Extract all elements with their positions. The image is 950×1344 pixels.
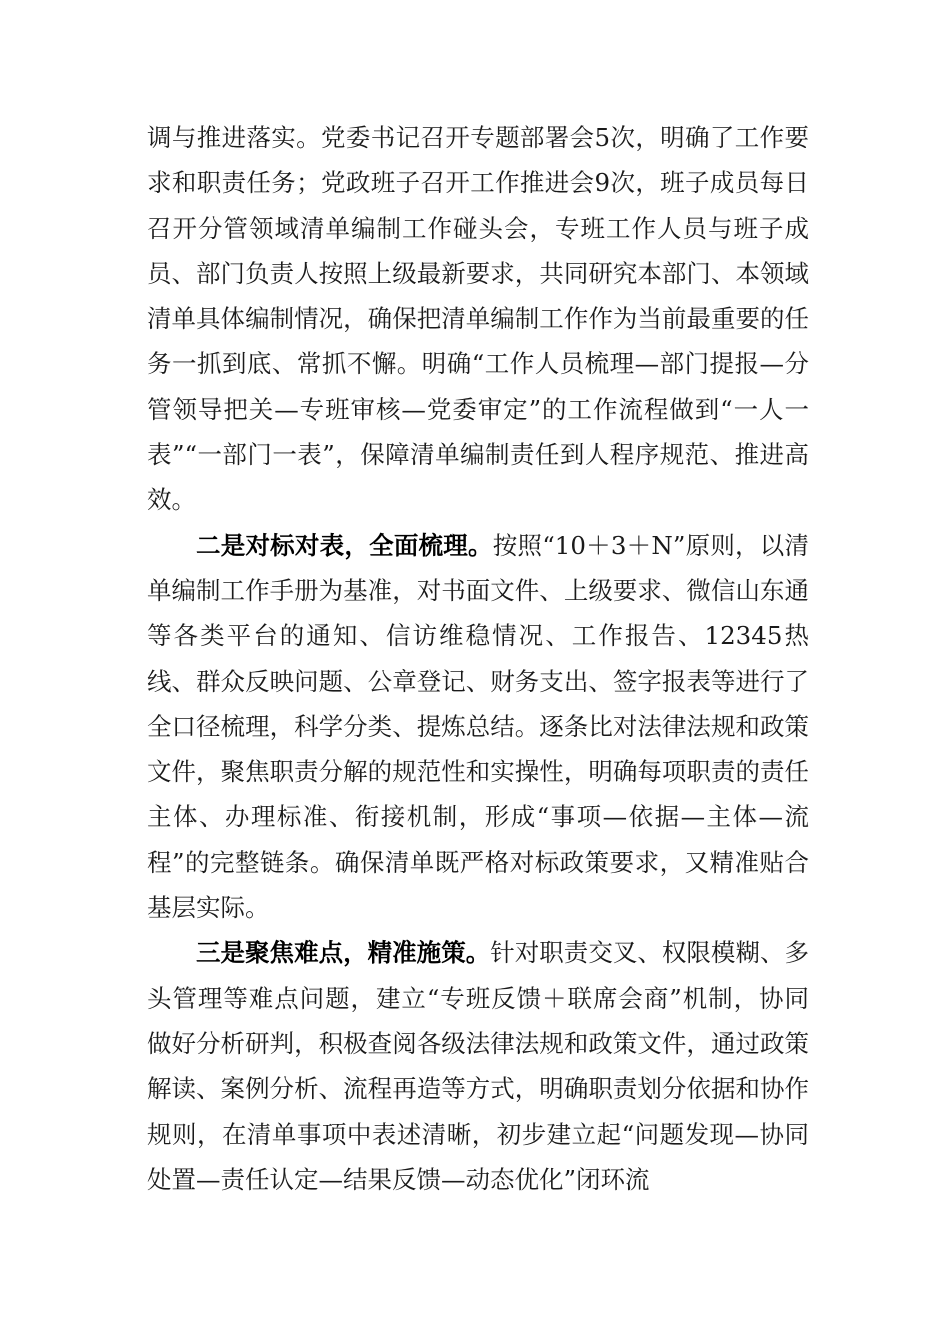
paragraph-3-text: 针对职责交叉、权限模糊、多头管理等难点问题，建立“专班反馈＋联席会商”机制，协同做好分析研判，积极查阅各级法律法规和政策文件，通过政策解读、案例分析、流程再造等方式，明确职责划分依据和协作规则，在清单事项中表述清晰，初步建立起“问题发现—协同处置—责任认定—结果反馈—动态优化”闭环流 <box>147 938 809 1194</box>
paragraph-2 <box>147 523 809 931</box>
paragraph-2-lead: 二是对标对表，全面梳理。 <box>196 530 493 560</box>
paragraph-1 <box>147 115 809 523</box>
document-body <box>147 115 809 1202</box>
paragraph-3-lead: 三是聚焦难点，精准施策。 <box>196 938 491 968</box>
paragraph-2-text: 按照“10＋3＋N”原则，以清单编制工作手册为基准，对书面文件、上级要求、微信山东通等各类平台的通知、信访维稳情况、工作报告、12345热线、群众反映问题、公章登记、财务支出、签字报表等进行了全口径梳理，科学分类、提炼总结。逐条比对法律法规和政策文件，聚焦职责分解的规范性和实操性，明确每项职责的责任主体、办理标准、衔接机制，形成“事项—依据—主体—流程”的完整链条。确保清单既严格对标政策要求，又精准贴合基层实际。 <box>147 530 810 923</box>
paragraph-3 <box>147 930 809 1202</box>
paragraph-1-text: 调与推进落实。党委书记召开专题部署会5次，明确了工作要求和职责任务；党政班子召开工作推进会9次，班子成员每日召开分管领域清单编制工作碰头会，专班工作人员与班子成员、部门负责人按照上级最新要求，共同研究本部门、本领域清单具体编制情况，确保把清单编制工作作为当前最重要的任务一抓到底、常抓不懈。明确“工作人员梳理—部门提报—分管领导把关—专班审核—党委审定”的工作流程做到“一人一表”“一部门一表”，保障清单编制责任到人程序规范、推进高效。 <box>147 123 809 515</box>
